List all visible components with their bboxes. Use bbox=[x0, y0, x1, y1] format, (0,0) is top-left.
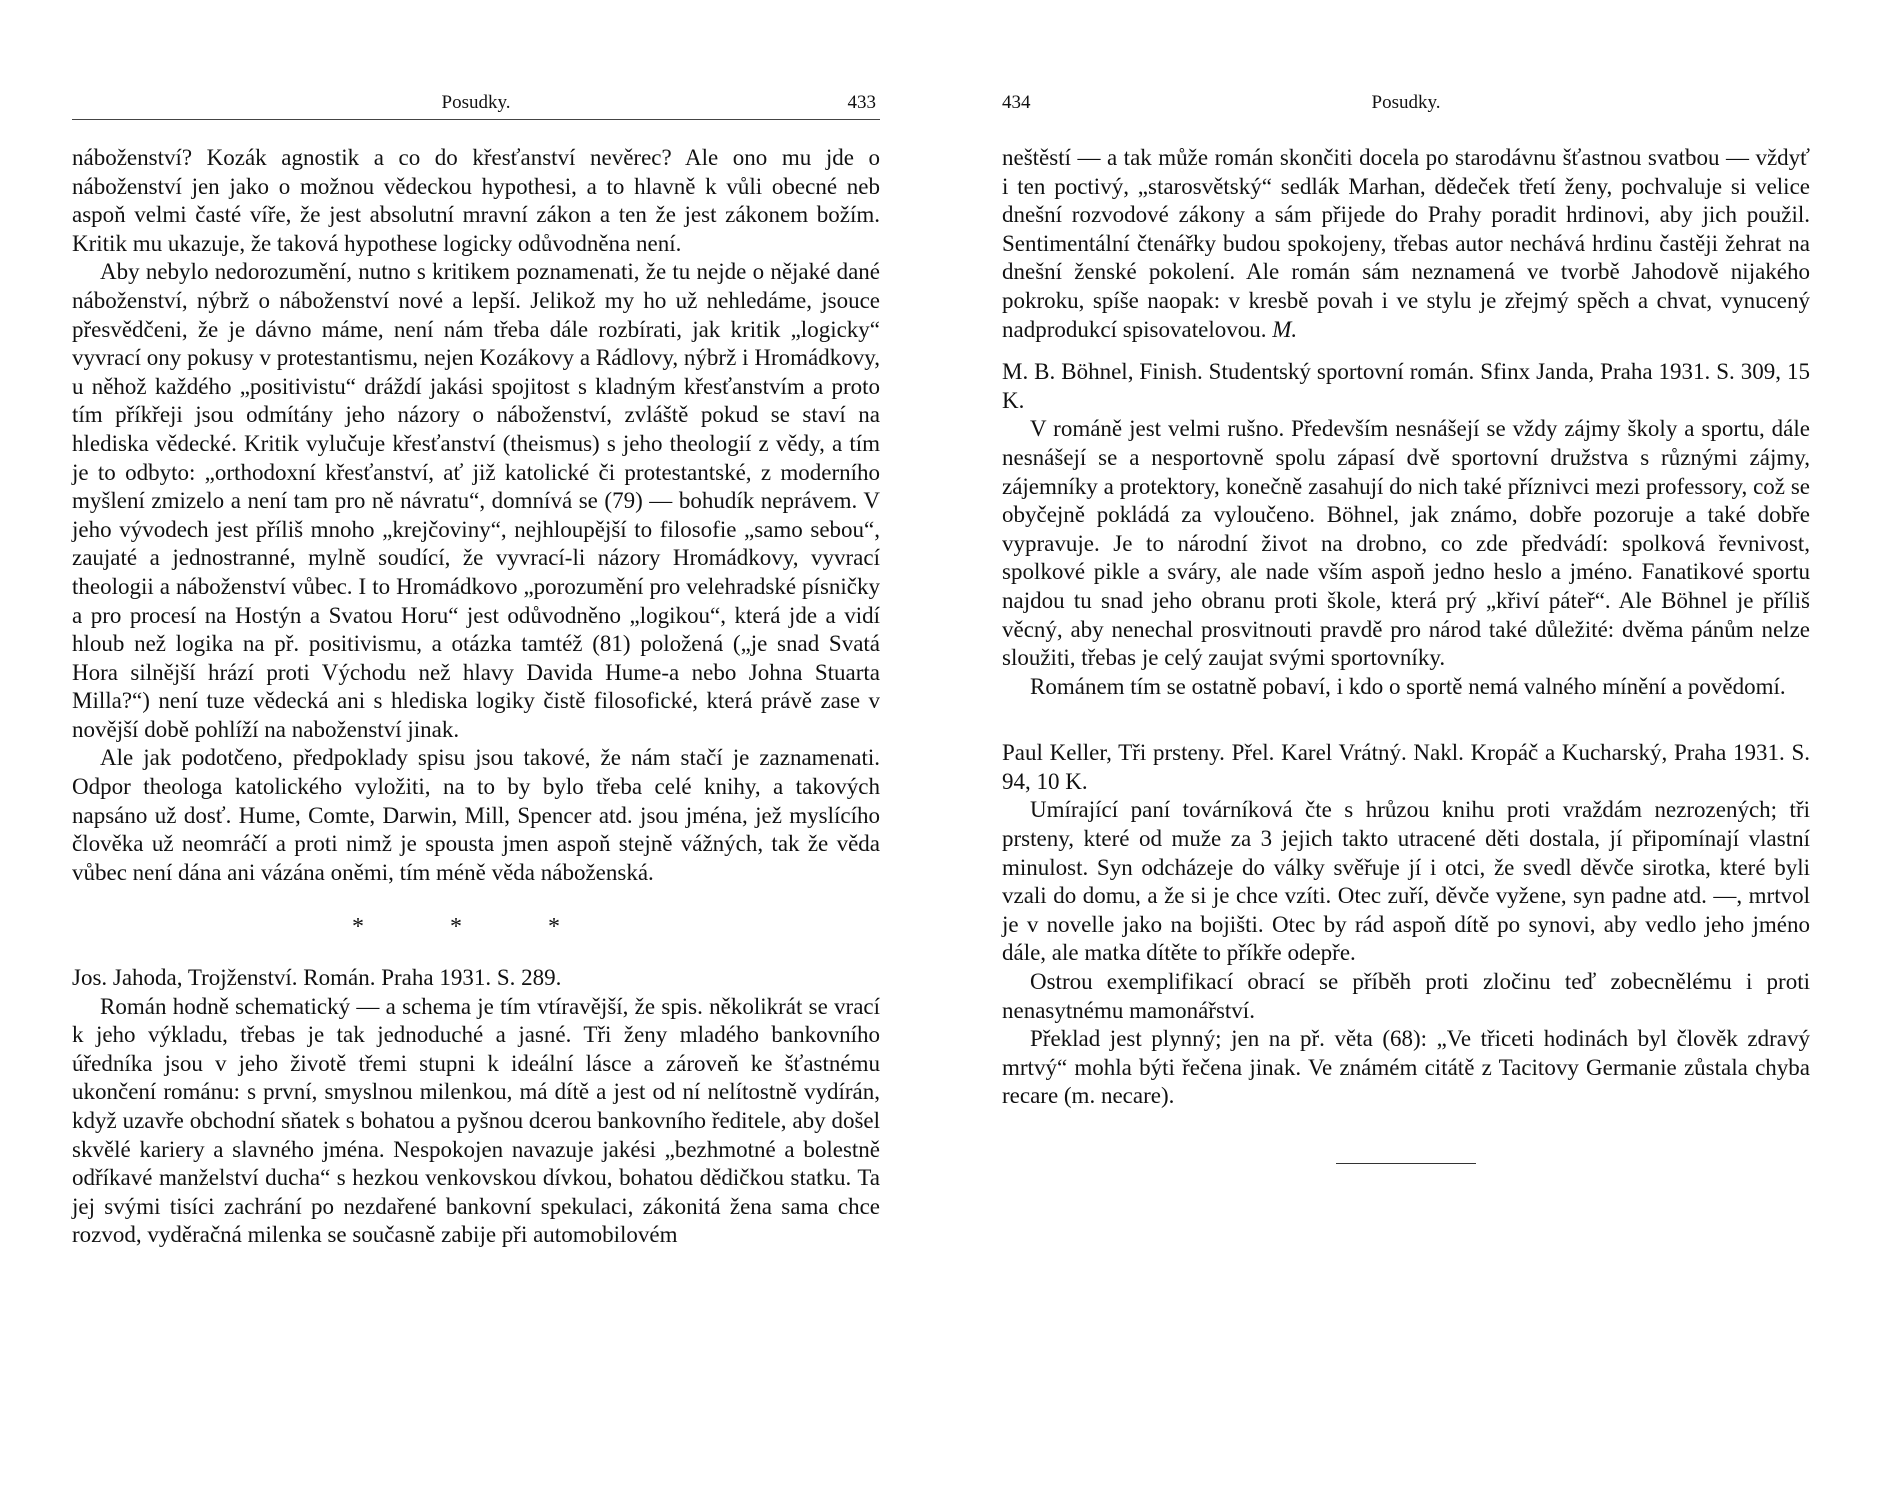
left-page-body bbox=[72, 144, 880, 1250]
paragraph: Aby nebylo nedorozumění, nutno s kritikem poznamenati, že tu nejde o nějaké dané náboženství, nýbrž o náboženství nové a lepší. Jelikož my ho už nehledáme, jsouce přesvědčeni, že je dávno máme, není nám třeba dále rozbírati, jak kritik „logicky“ vyvrací ony pokusy v protestantismu, nejen Kozákovy a Rádlovy, nýbrž i Hromádkovy, u něhož každého „positivistu“ dráždí jakási spojitost s kladným křesťanstvím a proto tím příkřeji jsou odmítány jeho názory o náboženství, zvláště pokud se staví na hlediska vědecké. Kritik vylučuje křesťanství (theismus) s jeho theologií z vědy, a tím je to odbyto: „orthodoxní křesťanství, ať již katolické či protestantské, z moderního myšlení zmizelo a není tam pro ně návratu“, domnívá se (79) — bohudík neprávem. V jeho vývodech jest příliš mnoho „krejčoviny“, nejhloupější to filosofie „samo sebou“, zaujaté a jednostranné, mylně soudící, že vyvrací-li názory Hromádkovy, vyvrací theologii a náboženství vůbec. I to Hromádkovo „porozumění pro velehradské písničky a pro procesí na Hostýn a Svatou Horu“ jest odůvodněno „logikou“, která jde a vidí hloub než logika na př. positivismu, a otázka tamtéž (81) položená („je snad Svatá Hora silnější hrází proti Východu než hlavy Davida Hume-a nebo Johna Stuarta Milla?“) není tuze vědecká ani s hlediska logiky čistě filosofické, která právě zase v novější době pohlíží na naboženství jinak. bbox=[72, 259, 880, 742]
paragraph bbox=[1002, 144, 1810, 344]
review-entry-heading: M. B. Böhnel, Finish. Studentský sportovní román. Sfinx Janda, Praha 1931. S. 309, 15 K. bbox=[1002, 359, 1810, 413]
left-page bbox=[72, 88, 880, 1250]
right-running-head bbox=[1002, 88, 1810, 120]
paragraph: Román hodně schematický — a schema je tím vtíravější, že spis. několikrát se vrací k jeho výkladu, třebas je tak jednoduché a jasné. Tři ženy mladého bankovního úředníka jsou v jeho životě třemi stupni k ideální lásce a zároveň ke šťastnému ukončení románu: s první, smyslnou milenkou, má dítě a jest od ní nelítostně vydírán, když uzavře obchodní sňatek s bohatou a pyšnou dcerou bankovního ředitele, aby došel skvělé kariery a slavného jména. Nespokojen navazuje jakési „bezhmotné a bolestně odříkavé manželství ducha“ s hezkou venkovskou dívkou, bohatou dědičkou statku. Ta jej svými tisíci zachrání po nezdařené bankovní spekulaci, zákonitá žena sama chce rozvod, vyděračná milenka se současně zabije při automobilovém bbox=[72, 993, 880, 1248]
left-page-number: 433 bbox=[847, 92, 876, 113]
continuation-text: neštěstí — a tak může román skončiti docela po starodávnu šťastnou svatbou — vždyť i ten poctivý, „starosvětský“ sedlák Marhan, dědeček třetí ženy, pochvaluje si velice dnešní rozvodové zákony a sám přijede do Prahy poradit hrdinovi, aby jich použil. Sentimentální čtenářky budou spokojeny, třebas autor nechává hrdinu častěji žehrat na dnešní ženské pokolení. Ale román sám neznamená ve tvorbě Jahodově nijakého pokroku, spíše naopak: v kresbě povah i ve stylu je zřejmý spěch a chvat, vynucený nadprodukcí spisovatelovou. bbox=[1002, 145, 1810, 342]
review-entry-heading: Paul Keller, Tři prsteny. Přel. Karel Vrátný. Nakl. Kropáč a Kucharský, Praha 1931. S. 94, 10 K. bbox=[1002, 740, 1810, 794]
paragraph: Překlad jest plynný; jen na př. věta (68): „Ve třiceti hodinách byl člověk zdravý mrtvý“ mohla býti řečena jinak. Ve známém citátě z Tacitovy Germanie zůstala chyba recare (m. necare). bbox=[1002, 1026, 1810, 1109]
paragraph: V románě jest velmi rušno. Především nesnášejí se vždy zájmy školy a sportu, dále nesnášejí se a nesportovně spolu zápasí dvě sportovní družstva s různými zájmy, zájemníky a protektory, konečně zasahují do nich také příznivci mezi professory, což se obyčejně pokládá za vyloučeno. Böhnel, jak známo, dobře pozoruje a také dobře vypravuje. Je to národní život na drobno, co zde předvádí: spolková řevnivost, spolkové pikle a sváry, ale nade vším aspoň jedno heslo a jméno. Fanatikové sportu najdou tu snad jeho obranu proti škole, která prý „křiví páteř“. Ale Böhnel je příliš věcný, aby nenechal prosvitnouti pravdě pro národ také důležité: dvěma pánům nelze sloužiti, třebas je celý zaujat svými sportovníky. bbox=[1002, 416, 1810, 671]
paragraph: náboženství? Kozák agnostik a co do křesťanství nevěrec? Ale ono mu jde o náboženství jen jako o možnou vědeckou hypothesi, a to hlavně k vůli obecné neb aspoň velmi časté víře, že jest absolutní mravní zákon a ten že jest zákonem božím. Kritik mu ukazuje, že taková hypothese logicky odůvodněna není. bbox=[72, 145, 880, 256]
review-signature: M. bbox=[1272, 316, 1298, 342]
paragraph: Umírající paní továrníková čte s hrůzou knihu proti vraždám nezrozených; tři prsteny, které od muže za 3 jejich takto utracené děti dostala, jí připomínají vlastní minulost. Syn odcházeje do války svěřuje jí i otci, že svedl děvče sirotka, které byli vzali do domu, a že si je chce vzíti. Otec zuří, děvče vyžene, syn padne atd. —, mrtvol je v novelle jako na bojišti. Otec by rád aspoň dítě po synovi, aby vedlo jeho jméno dále, ale matka dítěte to příkře odepře. bbox=[1002, 797, 1810, 966]
right-page bbox=[1002, 88, 1810, 1164]
end-rule bbox=[1336, 1163, 1476, 1164]
header-rule bbox=[72, 119, 880, 120]
paragraph: Ostrou exemplifikací obrací se příběh proti zločinu teď zobecnělému i proti nenasytnému mamonářství. bbox=[1002, 969, 1810, 1023]
section-separator: * * * bbox=[352, 914, 600, 941]
paragraph: Románem tím se ostatně pobaví, i kdo o sportě nemá valného mínění a povědomí. bbox=[1030, 673, 1786, 699]
left-running-head bbox=[72, 88, 880, 120]
right-page-number: 434 bbox=[1002, 92, 1031, 113]
paragraph: Ale jak podotčeno, předpoklady spisu jsou takové, že nám stačí je zaznamenati. Odpor theologa katolického vyložiti, na to by bylo třeba celé knihy, a takových napsáno už dosť. Hume, Comte, Darwin, Mill, Spencer atd. jsou jména, jež myslícího člověka už neomráčí a proti nimž je spousta jmen aspoň stejně vážných, tak že věda vůbec není dána ani vázána oněmi, tím méně věda náboženská. bbox=[72, 745, 880, 885]
review-entry-heading: Jos. Jahoda, Trojženství. Román. Praha 1931. S. 289. bbox=[72, 965, 562, 991]
right-page-body bbox=[1002, 144, 1810, 1164]
left-running-title: Posudky. bbox=[441, 92, 511, 113]
right-running-title: Posudky. bbox=[1371, 92, 1441, 113]
